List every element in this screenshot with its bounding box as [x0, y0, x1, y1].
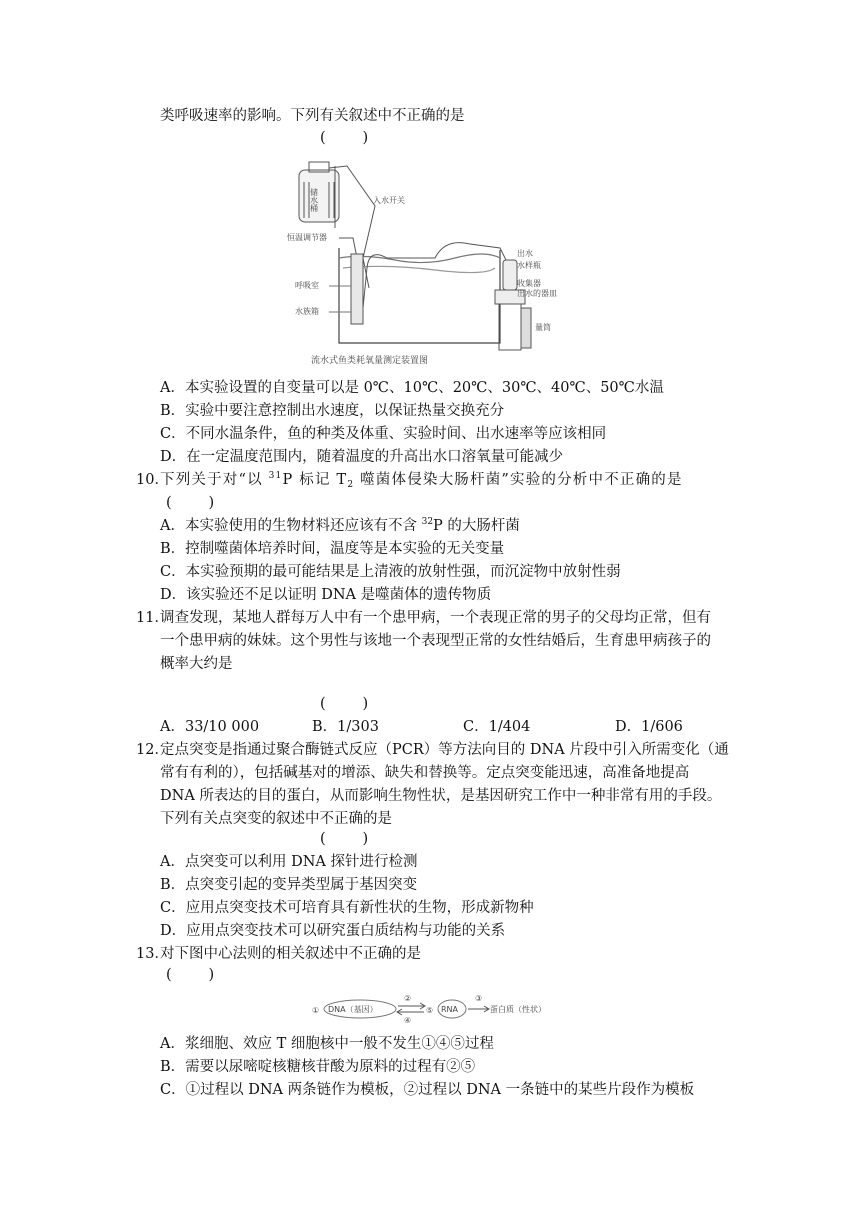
- q11-option-a: A．33/10 000: [160, 719, 260, 735]
- central-dogma-diagram: [312, 990, 548, 1024]
- q12-number: 12．: [136, 742, 169, 758]
- flow-rna: RNA: [441, 1005, 459, 1014]
- flow-n1: ①: [312, 1006, 320, 1015]
- q12-option-c: C．应用点突变技术可培育具有新性状的生物，形成新物种: [160, 900, 534, 916]
- label-resp-chamber: 呼吸室: [295, 281, 319, 290]
- flow-protein: 蛋白质（性状）: [490, 1005, 546, 1014]
- q12-stem-line-1: 定点突变是指通过聚合酶链式反应（PCR）等方法向目的 DNA 片段中引入所需变化（通: [160, 742, 729, 758]
- q10-number: 10．: [136, 472, 169, 488]
- flow-n2: ②: [404, 994, 412, 1003]
- reservoir-bottle: [299, 162, 339, 222]
- q12-answer-paren: ( ): [320, 831, 369, 847]
- q11-option-b: B．1/303: [312, 719, 379, 735]
- q12-stem-line-3: DNA 所表达的目的蛋白，从而影响生物性状，是基因研究工作中一种非常有用的手段。: [160, 788, 722, 804]
- q11-number: 11．: [136, 610, 169, 626]
- q13-answer-paren: ( ): [166, 967, 215, 983]
- q11-option-c: C．1/404: [463, 719, 531, 735]
- q11-stem-line-2: 一个患甲病的妹妹。这个男性与该地一个表现型正常的女性结婚后，生育患甲病孩子的: [160, 633, 711, 649]
- label-sample-bottle: 水样瓶: [517, 261, 541, 270]
- q9-apparatus-figure: [287, 158, 557, 370]
- q9-answer-paren: ( ): [320, 130, 369, 146]
- q10-option-c: C．本实验预期的最可能结果是上清液的放射性强，而沉淀物中放射性弱: [160, 564, 621, 580]
- q9-stem: 类呼吸速率的影响。下列有关叙述中不正确的是: [160, 108, 465, 124]
- q12-option-d: D．应用点突变技术可以研究蛋白质结构与功能的关系: [160, 923, 506, 939]
- q11-option-d: D．1/606: [615, 719, 683, 735]
- q9-option-c: C．不同水温条件，鱼的种类及体重、实验时间、出水速率等应该相同: [160, 426, 607, 442]
- q11-answer-paren: ( ): [320, 696, 369, 712]
- q12-stem-line-2: 常有有利的），包括碱基对的增添、缺失和替换等。定点突变能迅速，高准备地提高: [160, 765, 690, 781]
- q9-option-a: A．本实验设置的自变量可以是 0℃、10℃、20℃、30℃、40℃、50℃水温: [160, 380, 664, 396]
- flow-n5: ⑤: [426, 1006, 434, 1015]
- label-inlet: 入水开关: [373, 196, 405, 205]
- q13-option-b: B．需要以尿嘧啶核糖核苷酸为原料的过程有②⑤: [160, 1059, 476, 1075]
- label-cylinder: 量筒: [535, 323, 551, 332]
- q11-stem-line-1: 调查发现，某地人群每万人中有一个患甲病，一个表现正常的男子的父母均正常，但有: [160, 610, 711, 626]
- q12-stem-line-4: 下列有关点突变的叙述中不正确的是: [160, 811, 392, 827]
- label-outlet-container: 出水的器皿: [517, 289, 557, 298]
- flow-n3: ③: [475, 994, 483, 1003]
- label-thermostat: 恒温调节器: [287, 233, 327, 242]
- q9-option-b: B．实验中要注意控制出水速度，以保证热量交换充分: [160, 403, 505, 419]
- q13-stem: 对下图中心法则的相关叙述中不正确的是: [160, 946, 421, 962]
- label-reservoir: 储水桶: [309, 188, 319, 212]
- label-water-tank: 水族箱: [295, 307, 319, 316]
- q9-option-d: D．在一定温度范围内，随着温度的升高出水口溶氧量可能减少: [160, 449, 564, 465]
- q10-answer-paren: ( ): [166, 495, 215, 511]
- q10-option-a: A．本实验使用的生物材料还应该有不含 $^{32}$P 的大肠杆菌: [160, 517, 520, 534]
- q12-option-b: B．点突变引起的变异类型属于基因突变: [160, 877, 418, 893]
- q10-option-d: D．该实验还不足以证明 DNA 是噬菌体的遗传物质: [160, 587, 492, 603]
- q10-option-b: B．控制噬菌体培养时间，温度等是本实验的无关变量: [160, 541, 505, 557]
- respiration-chamber: [351, 254, 363, 324]
- q11-stem-line-3: 概率大约是: [160, 656, 233, 672]
- q12-option-a: A．点突变可以利用 DNA 探针进行检测: [160, 854, 418, 870]
- flow-n4: ④: [404, 1016, 412, 1025]
- flow-dna: DNA（基因）: [328, 1005, 378, 1014]
- q13-option-a: A．浆细胞、效应 T 细胞核中一般不发生①④⑤过程: [160, 1036, 494, 1052]
- q13-number: 13．: [136, 946, 169, 962]
- label-outlet: 出水: [517, 249, 533, 258]
- label-collector: 收集器: [517, 279, 541, 288]
- figure-caption: 流水式鱼类耗氧量测定装置图: [311, 356, 429, 366]
- q13-option-c: C．①过程以 DNA 两条链作为模板，②过程以 DNA 一条链中的某些片段作为模板: [160, 1082, 695, 1098]
- q10-stem: 下列关于对“以 $^{31}$P 标记 $T_2$ 噬菌体侵染大肠杆菌”实验的分析中不正确的是: [160, 471, 683, 490]
